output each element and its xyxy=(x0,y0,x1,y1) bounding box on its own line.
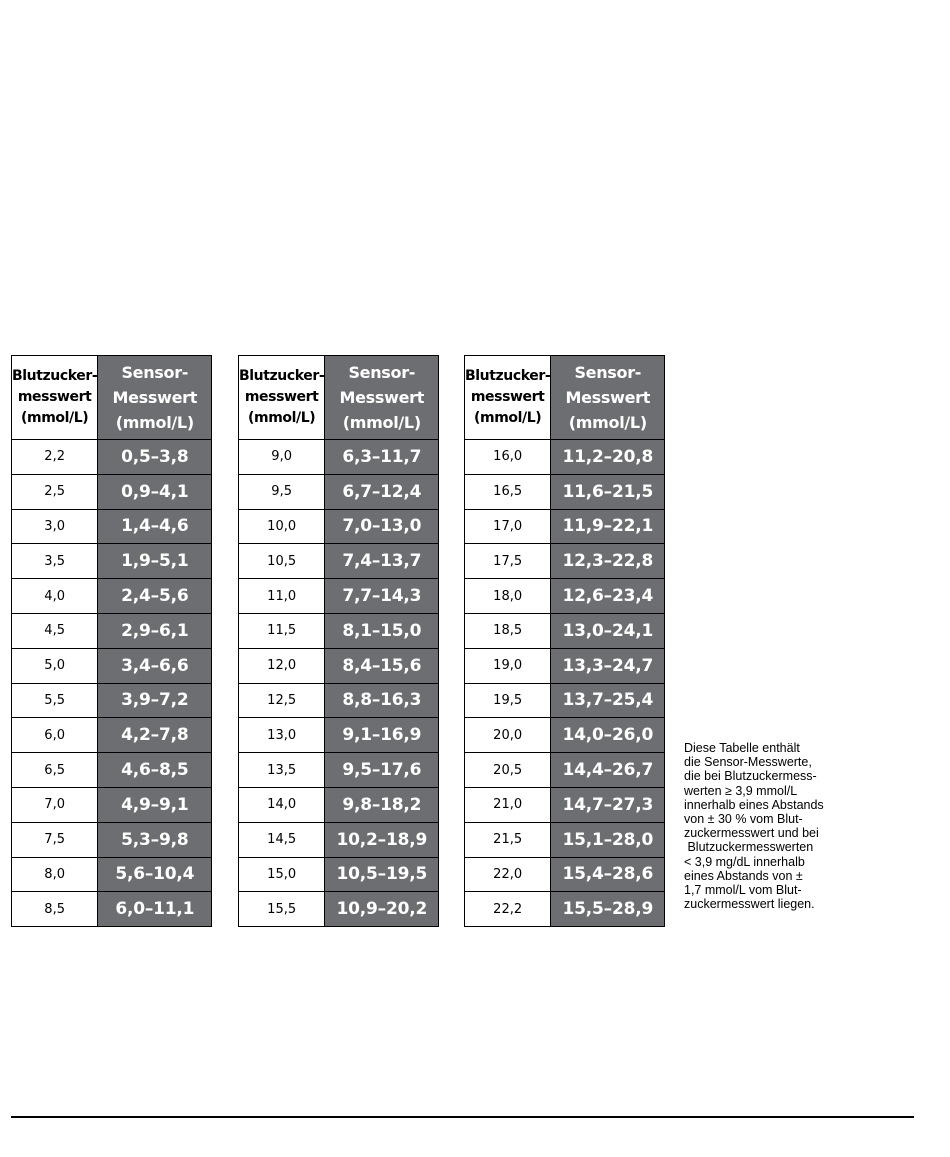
blood-glucose-value: 6,5 xyxy=(12,753,98,788)
table-row xyxy=(465,648,665,683)
table-row xyxy=(465,474,665,509)
sensor-range-value: 7,4–13,7 xyxy=(325,544,439,579)
table-2 xyxy=(238,355,439,927)
table-row xyxy=(465,440,665,475)
footnote-text: Diese Tabelle enthält die Sensor-Messwerte, die bei Blutzuckermess- werten ≥ 3,9 mmol/L innerhalb eines Abstands von ± 30 % vom Blut- zuckermesswert und bei Blutzuckermesswerten < 3,9 mg/dL innerhalb eines Abstands von ± 1,7 mmol/L vom Blut- zuckermesswert liegen. xyxy=(684,741,824,912)
sensor-range-value: 2,4–5,6 xyxy=(98,579,212,614)
blood-glucose-value: 17,0 xyxy=(465,509,551,544)
table-row xyxy=(12,718,212,753)
table-row xyxy=(12,683,212,718)
blood-glucose-value: 9,0 xyxy=(239,440,325,475)
header-sensor: Sensor- Messwert (mmol/L) xyxy=(551,356,665,440)
blood-glucose-value: 7,5 xyxy=(12,822,98,857)
sensor-range-value: 10,2–18,9 xyxy=(325,822,439,857)
blood-glucose-value: 3,5 xyxy=(12,544,98,579)
sensor-range-value: 0,9–4,1 xyxy=(98,474,212,509)
table-row xyxy=(465,857,665,892)
blood-glucose-value: 8,5 xyxy=(12,892,98,927)
sensor-range-value: 5,3–9,8 xyxy=(98,822,212,857)
sensor-range-value: 6,0–11,1 xyxy=(98,892,212,927)
table-row xyxy=(465,787,665,822)
sensor-range-value: 3,9–7,2 xyxy=(98,683,212,718)
blood-glucose-value: 5,0 xyxy=(12,648,98,683)
sensor-range-value: 1,4–4,6 xyxy=(98,509,212,544)
blood-glucose-value: 20,5 xyxy=(465,753,551,788)
blood-glucose-value: 16,5 xyxy=(465,474,551,509)
table-row xyxy=(12,857,212,892)
table-row xyxy=(239,718,439,753)
blood-glucose-value: 18,0 xyxy=(465,579,551,614)
table-row xyxy=(465,613,665,648)
table-row xyxy=(465,892,665,927)
sensor-range-value: 9,5–17,6 xyxy=(325,753,439,788)
blood-glucose-value: 21,5 xyxy=(465,822,551,857)
table-row xyxy=(465,683,665,718)
sensor-range-value: 11,9–22,1 xyxy=(551,509,665,544)
header-blood-glucose: Blutzucker- messwert (mmol/L) xyxy=(239,356,325,440)
sensor-range-value: 3,4–6,6 xyxy=(98,648,212,683)
sensor-range-value: 4,9–9,1 xyxy=(98,787,212,822)
table-row xyxy=(12,753,212,788)
table-row xyxy=(239,509,439,544)
blood-glucose-value: 12,0 xyxy=(239,648,325,683)
sensor-range-value: 1,9–5,1 xyxy=(98,544,212,579)
blood-glucose-value: 11,5 xyxy=(239,613,325,648)
header-blood-glucose: Blutzucker- messwert (mmol/L) xyxy=(12,356,98,440)
blood-glucose-value: 15,5 xyxy=(239,892,325,927)
table-row xyxy=(465,544,665,579)
sensor-range-value: 8,1–15,0 xyxy=(325,613,439,648)
divider-line xyxy=(11,1116,914,1118)
sensor-range-value: 2,9–6,1 xyxy=(98,613,212,648)
blood-glucose-value: 13,5 xyxy=(239,753,325,788)
blood-glucose-value: 11,0 xyxy=(239,579,325,614)
blood-glucose-value: 22,2 xyxy=(465,892,551,927)
sensor-range-value: 14,0–26,0 xyxy=(551,718,665,753)
blood-glucose-value: 7,0 xyxy=(12,787,98,822)
sensor-range-value: 8,8–16,3 xyxy=(325,683,439,718)
sensor-range-value: 15,4–28,6 xyxy=(551,857,665,892)
blood-glucose-value: 20,0 xyxy=(465,718,551,753)
table-row xyxy=(239,822,439,857)
table-row xyxy=(12,579,212,614)
blood-glucose-value: 13,0 xyxy=(239,718,325,753)
table-row xyxy=(465,579,665,614)
table-row xyxy=(239,857,439,892)
header-sensor: Sensor- Messwert (mmol/L) xyxy=(98,356,212,440)
sensor-range-value: 15,5–28,9 xyxy=(551,892,665,927)
blood-glucose-value: 16,0 xyxy=(465,440,551,475)
sensor-range-value: 11,2–20,8 xyxy=(551,440,665,475)
blood-glucose-value: 9,5 xyxy=(239,474,325,509)
sensor-range-value: 14,7–27,3 xyxy=(551,787,665,822)
table-3 xyxy=(464,355,665,927)
blood-glucose-value: 14,5 xyxy=(239,822,325,857)
table-row xyxy=(12,440,212,475)
blood-glucose-value: 4,0 xyxy=(12,579,98,614)
sensor-range-value: 0,5–3,8 xyxy=(98,440,212,475)
blood-glucose-value: 18,5 xyxy=(465,613,551,648)
table-row xyxy=(465,753,665,788)
blood-glucose-value: 6,0 xyxy=(12,718,98,753)
sensor-range-value: 15,1–28,0 xyxy=(551,822,665,857)
table-row xyxy=(239,474,439,509)
table-row xyxy=(239,648,439,683)
blood-glucose-value: 2,5 xyxy=(12,474,98,509)
header-blood-glucose: Blutzucker- messwert (mmol/L) xyxy=(465,356,551,440)
table-row xyxy=(12,892,212,927)
blood-glucose-value: 2,2 xyxy=(12,440,98,475)
sensor-range-value: 12,3–22,8 xyxy=(551,544,665,579)
table-1 xyxy=(11,355,212,927)
blood-glucose-value: 19,5 xyxy=(465,683,551,718)
sensor-range-value: 14,4–26,7 xyxy=(551,753,665,788)
sensor-range-value: 6,7–12,4 xyxy=(325,474,439,509)
blood-glucose-value: 14,0 xyxy=(239,787,325,822)
sensor-range-value: 13,3–24,7 xyxy=(551,648,665,683)
sensor-range-value: 7,0–13,0 xyxy=(325,509,439,544)
table-row xyxy=(239,544,439,579)
sensor-range-value: 9,1–16,9 xyxy=(325,718,439,753)
sensor-range-value: 13,7–25,4 xyxy=(551,683,665,718)
table-row xyxy=(12,474,212,509)
table-row xyxy=(12,787,212,822)
table-row xyxy=(239,787,439,822)
blood-glucose-value: 10,5 xyxy=(239,544,325,579)
table-row xyxy=(465,718,665,753)
blood-glucose-value: 10,0 xyxy=(239,509,325,544)
blood-glucose-value: 22,0 xyxy=(465,857,551,892)
sensor-range-value: 11,6–21,5 xyxy=(551,474,665,509)
sensor-range-value: 13,0–24,1 xyxy=(551,613,665,648)
table-row xyxy=(12,544,212,579)
sensor-range-value: 10,5–19,5 xyxy=(325,857,439,892)
blood-glucose-value: 5,5 xyxy=(12,683,98,718)
blood-glucose-value: 15,0 xyxy=(239,857,325,892)
table-row xyxy=(465,822,665,857)
sensor-range-value: 10,9–20,2 xyxy=(325,892,439,927)
sensor-range-value: 8,4–15,6 xyxy=(325,648,439,683)
table-row xyxy=(239,753,439,788)
table-row xyxy=(239,892,439,927)
sensor-range-value: 4,2–7,8 xyxy=(98,718,212,753)
sensor-range-value: 5,6–10,4 xyxy=(98,857,212,892)
header-sensor: Sensor- Messwert (mmol/L) xyxy=(325,356,439,440)
table-row xyxy=(12,822,212,857)
table-row xyxy=(239,613,439,648)
blood-glucose-value: 12,5 xyxy=(239,683,325,718)
table-row xyxy=(12,509,212,544)
blood-glucose-value: 3,0 xyxy=(12,509,98,544)
sensor-range-value: 6,3–11,7 xyxy=(325,440,439,475)
blood-glucose-value: 19,0 xyxy=(465,648,551,683)
blood-glucose-value: 8,0 xyxy=(12,857,98,892)
sensor-range-value: 4,6–8,5 xyxy=(98,753,212,788)
table-row xyxy=(239,683,439,718)
table-row xyxy=(465,509,665,544)
table-row xyxy=(239,579,439,614)
table-row xyxy=(12,648,212,683)
sensor-range-value: 9,8–18,2 xyxy=(325,787,439,822)
table-row xyxy=(239,440,439,475)
blood-glucose-value: 21,0 xyxy=(465,787,551,822)
blood-glucose-value: 4,5 xyxy=(12,613,98,648)
sensor-range-value: 12,6–23,4 xyxy=(551,579,665,614)
table-row xyxy=(12,613,212,648)
sensor-range-value: 7,7–14,3 xyxy=(325,579,439,614)
blood-glucose-value: 17,5 xyxy=(465,544,551,579)
